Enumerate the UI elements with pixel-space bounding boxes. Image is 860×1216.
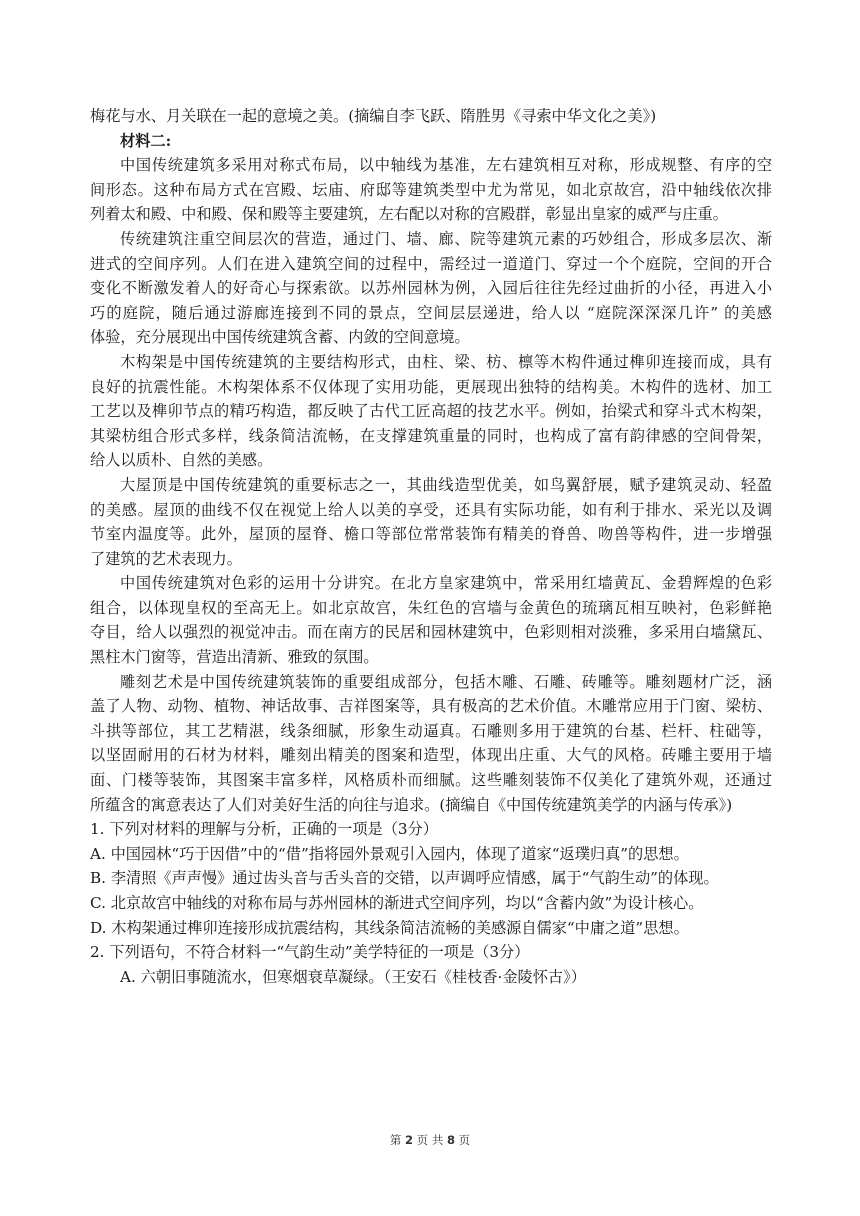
document-body <box>90 104 772 989</box>
text-line: 2. 下列语句，不符合材料一“气韵生动”美学特征的一项是（3分） <box>90 943 530 962</box>
text-line: 中国传统建筑多采用对称式布局，以中轴线为基准，左右建筑相互对称，形成规整、有序的空 <box>120 156 772 175</box>
text-line: 面、门楼等装饰，其图案丰富多样，风格质朴而细腻。这些雕刻装饰不仅美化了建筑外观，还通过 <box>90 771 772 790</box>
text-line: 1. 下列对材料的理解与分析，正确的一项是（3分） <box>90 820 438 839</box>
text-line: 巧的庭院，随后通过游廊连接到不同的景点，空间层层递进，给人以 “庭院深深深几许” 的美感 <box>90 303 772 322</box>
text-line: 工艺以及榫卯节点的精巧构造，都反映了古代工匠高超的技艺水平。例如，抬梁式和穿斗式木构架， <box>90 402 772 421</box>
text-line: B. 李清照《声声慢》通过齿头音与舌头音的交错，以声调呼应情感，属于“气韵生动”的体现。 <box>90 869 719 888</box>
text-line: 变化不断激发着人的好奇心与探索欲。以苏州园林为例，入园后往往先经过曲折的小径，再进入小 <box>90 279 772 298</box>
footer-page-number: 2 <box>405 1133 414 1147</box>
text-line: 雕刻艺术是中国传统建筑装饰的重要组成部分，包括木雕、石雕、砖雕等。雕刻题材广泛，涵 <box>120 672 772 691</box>
text-line: D. 木构架通过榫卯连接形成抗震结构，其线条简洁流畅的美感源自儒家“中庸之道”思想。 <box>90 918 689 937</box>
text-line: A. 中国园林“巧于因借”中的“借”指将园外景观引入园内，体现了道家“返璞归真”的思想。 <box>90 844 689 863</box>
text-line: 大屋顶是中国传统建筑的重要标志之一，其曲线造型优美，如鸟翼舒展，赋予建筑灵动、轻盈 <box>120 475 772 494</box>
page-footer <box>0 1132 860 1148</box>
text-line: 夺目，给人以强烈的视觉冲击。而在南方的民居和园林建筑中，色彩则相对淡雅，多采用白墙黛瓦、 <box>90 623 772 642</box>
text-line: C. 北京故宫中轴线的对称布局与苏州园林的渐进式空间序列，均以“含蓄内敛”为设计核心。 <box>90 894 704 912</box>
text-line: 了建筑的艺术表现力。 <box>90 549 242 568</box>
text-line: 节室内温度等。此外，屋顶的屋脊、檐口等部位常常装饰有精美的脊兽、吻兽等构件，进一步增强 <box>90 525 772 544</box>
text-line: 黑柱木门窗等，营造出清新、雅致的氛围。 <box>90 648 379 667</box>
text-line: 体验，充分展现出中国传统建筑含蓄、内敛的空间意境。 <box>90 328 470 347</box>
text-line: 良好的抗震性能。木构架体系不仅体现了实用功能，更展现出独特的结构美。木构件的选材、加工 <box>90 377 772 396</box>
text-line: A. 六朝旧事随流水，但寒烟衰草凝绿。（王安石《桂枝香·金陵怀古》） <box>120 967 586 986</box>
footer-total-pages: 8 <box>446 1133 455 1147</box>
text-line: 的美感。屋顶的曲线不仅在视觉上给人以美的享受，还具有实际功能，如有利于排水、采光以及调 <box>90 500 772 519</box>
text-line: 盖了人物、动物、植物、神话故事、吉祥图案等，具有极高的艺术价值。木雕常应用于门窗、梁枋、 <box>90 697 772 716</box>
text-line: 中国传统建筑对色彩的运用十分讲究。在北方皇家建筑中，常采用红墙黄瓦、金碧辉煌的色彩 <box>120 574 772 593</box>
text-line: 其梁枋组合形式多样，线条简洁流畅，在支撑建筑重量的同时，也构成了富有韵律感的空间骨架， <box>90 426 772 445</box>
text-line: 所蕴含的寓意表达了人们对美好生活的向往与追求。(摘编自《中国传统建筑美学的内涵与传承》) <box>90 795 733 814</box>
footer-prefix: 第 <box>389 1133 402 1147</box>
text-line: 传统建筑注重空间层次的营造，通过门、墙、廊、院等建筑元素的巧妙组合，形成多层次、渐 <box>120 229 772 248</box>
text-line: 进式的空间序列。人们在进入建筑空间的过程中，需经过一道道门、穿过一个个庭院，空间的开合 <box>90 254 772 273</box>
text-line: 以坚固耐用的石材为材料，雕刻出精美的图案和造型，体现出庄重、大气的风格。砖雕主要用于墙 <box>90 746 772 765</box>
text-line: 给人以质朴、自然的美感。 <box>90 451 273 470</box>
text-line: 材料二: <box>120 131 172 150</box>
text-line: 组合，以体现皇权的至高无上。如北京故宫，朱红色的宫墙与金黄色的琉璃瓦相互映衬，色彩鲜艳 <box>90 598 772 617</box>
text-line: 列着太和殿、中和殿、保和殿等主要建筑，左右配以对称的宫殿群，彰显出皇家的威严与庄重。 <box>90 205 728 224</box>
text-line: 木构架是中国传统建筑的主要结构形式，由柱、梁、枋、檩等木构件通过榫卯连接而成，具有 <box>120 352 772 371</box>
text-line: 斗拱等部位，其工艺精湛，线条细腻，形象生动逼真。石雕则多用于建筑的台基、栏杆、柱础等， <box>90 721 772 740</box>
footer-middle: 页 共 <box>416 1133 444 1147</box>
footer-suffix: 页 <box>458 1133 471 1147</box>
text-line: 间形态。这种布局方式在宫殿、坛庙、府邸等建筑类型中尤为常见，如北京故宫，沿中轴线依次排 <box>90 180 772 199</box>
text-line: 梅花与水、月关联在一起的意境之美。(摘编自李飞跃、隋胜男《寻索中华文化之美》) <box>90 107 657 125</box>
